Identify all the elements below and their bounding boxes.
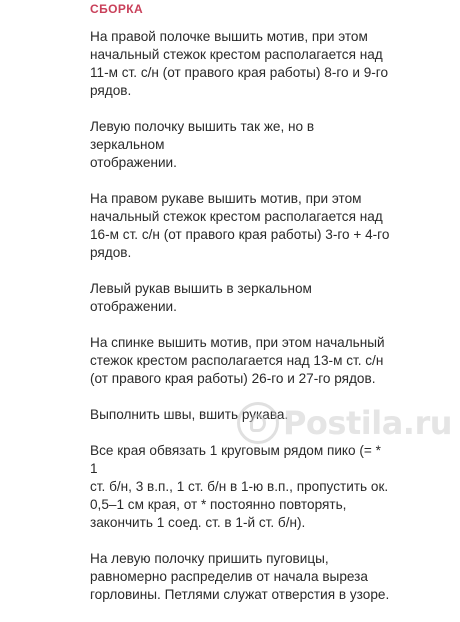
watermark [237,402,452,444]
postila-logo-icon [237,402,279,444]
paragraph-back: На спинке вышить мотив, при этом начальный стежок крестом располагается над 13-м ст. с/н (от правого края работы) 26-го и 27-го рядов. [90,335,385,386]
paragraph-right-front: На правой полочке вышить мотив, при этом начальный стежок крестом располагается над 11-м ст. с/н (от правого края работы) 8-го и 9-го рядов. [90,29,389,98]
paragraph-edging: Все края обвязать 1 круговым рядом пико (= * 1 ст. б/н, 3 в.п., 1 ст. б/н в 1-ю в.п., пропустить ок. 0,5–1 см края, от * постоянно повторять, закончить 1 соед. ст. в 1-й ст. б/н). [90,443,389,530]
paragraph-buttons: На левую полочку пришить пуговицы, равномерно распределив от начала выреза горловины. Петлями служат отверстия в узоре. [90,551,390,602]
paragraph-left-front: Левую полочку вышить так же, но в зеркальном отображении. [90,119,315,170]
paragraph-left-sleeve: Левый рукав вышить в зеркальном отображении. [90,281,312,314]
watermark-text: Postila.ru [282,404,452,442]
section-heading: СБОРКА [90,2,144,16]
paragraph-right-sleeve: На правом рукаве вышить мотив, при этом начальный стежок крестом располагается над 16-м ст. с/н (от правого края работы) 3-го + 4-го рядов. [90,191,390,260]
instructions-body [90,28,390,622]
paragraph-seams: Выполнить швы, вшить рукава. [90,407,289,422]
